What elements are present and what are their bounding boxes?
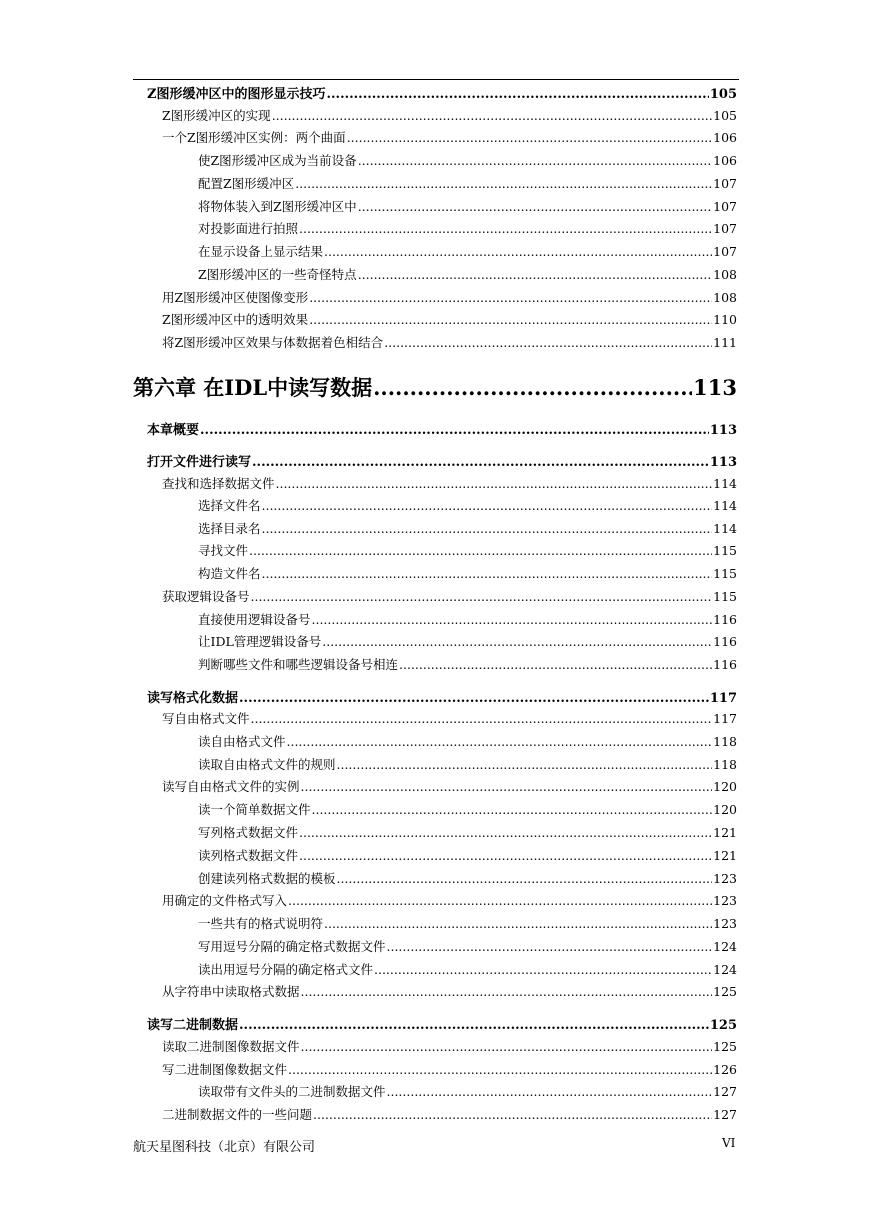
toc-dot-leader (252, 455, 709, 470)
toc-entry-page: 114 (713, 521, 737, 536)
toc-entry[interactable] (198, 655, 737, 673)
toc-entry-title: Z图形缓冲区的一些奇怪特点 (198, 267, 357, 282)
toc-entry[interactable] (198, 219, 737, 237)
toc-entry-title: 选择文件名 (198, 498, 261, 513)
toc-entry-title: 写二进制图像数据文件 (162, 1062, 288, 1077)
toc-entry[interactable] (162, 777, 737, 795)
toc-entry-title: 选择目录名 (198, 521, 261, 536)
toc-entry-title: 读自由格式文件 (198, 734, 286, 749)
toc-entry-page: 127 (713, 1084, 737, 1099)
toc-dot-leader (262, 566, 713, 581)
toc-dot-leader (301, 984, 713, 999)
toc-dot-leader (387, 939, 713, 954)
toc-entry[interactable] (162, 982, 737, 1000)
toc-entry-title: 写用逗号分隔的确定格式数据文件 (198, 939, 386, 954)
toc-entry-page: 114 (713, 476, 737, 491)
toc-entry-title: 打开文件进行读写 (147, 455, 252, 470)
toc-entry-title: 在显示设备上显示结果 (198, 244, 324, 259)
toc-entry-page: 116 (713, 612, 737, 627)
toc-entry[interactable] (198, 869, 737, 887)
toc-dot-leader (322, 634, 712, 649)
toc-entry-page: 115 (713, 589, 737, 604)
toc-dot-leader (301, 779, 713, 794)
toc-dot-leader (239, 691, 709, 706)
toc-entry-page: 107 (713, 176, 737, 191)
toc-entry[interactable] (198, 610, 737, 628)
toc-entry-page: 123 (713, 893, 737, 908)
toc-entry-title: 读出用逗号分隔的确定格式文件 (198, 962, 374, 977)
toc-dot-leader (299, 848, 712, 863)
toc-entry[interactable] (162, 1105, 737, 1123)
toc-entry-title: 写列格式数据文件 (198, 825, 299, 840)
toc-dot-leader (313, 1107, 712, 1122)
toc-entry[interactable] (147, 419, 737, 438)
toc-entry-page: 108 (713, 290, 737, 305)
toc-dot-leader (309, 290, 712, 305)
toc-entry[interactable] (162, 891, 737, 909)
toc-entry[interactable] (162, 709, 737, 727)
toc-entry-title: 使Z图形缓冲区成为当前设备 (198, 153, 357, 168)
toc-entry-title: 二进制数据文件的一些问题 (162, 1107, 313, 1122)
toc-entry-title: 判断哪些文件和哪些逻辑设备号相连 (198, 657, 399, 672)
toc-entry-page: 106 (713, 153, 737, 168)
toc-entry-title: 一些共有的格式说明符 (198, 916, 324, 931)
toc-dot-leader (309, 312, 712, 327)
toc-entry-title: 将物体装入到Z图形缓冲区中 (198, 199, 357, 214)
toc-entry[interactable] (147, 1014, 737, 1033)
toc-entry[interactable] (198, 197, 737, 215)
toc-entry-title: 读列格式数据文件 (198, 848, 299, 863)
toc-entry[interactable] (198, 242, 737, 260)
toc-entry-title: 本章概要 (147, 423, 200, 438)
toc-entry-page: 116 (713, 657, 737, 672)
toc-entry-title: 读写格式化数据 (147, 691, 239, 706)
toc-entry[interactable] (162, 106, 737, 124)
toc-entry-page: 125 (709, 1018, 737, 1033)
toc-entry[interactable] (162, 587, 737, 605)
toc-dot-leader (337, 757, 713, 772)
footer-company: 航天星图科技（北京）有限公司 (133, 1140, 316, 1155)
toc-dot-leader (374, 962, 712, 977)
header-rule (133, 79, 739, 80)
toc-entry[interactable] (198, 937, 737, 955)
toc-entry[interactable] (147, 451, 737, 470)
toc-dot-leader (387, 1084, 713, 1099)
toc-dot-leader (262, 498, 713, 513)
toc-entry[interactable] (198, 174, 737, 192)
toc-entry-title: 创建读列格式数据的模板 (198, 871, 336, 886)
toc-entry-title: 一个Z图形缓冲区实例：两个曲面 (162, 130, 346, 145)
toc-entry-title: 读取带有文件头的二进制数据文件 (198, 1084, 386, 1099)
toc-entry-page: 118 (713, 757, 737, 772)
toc-entry-page: 114 (713, 498, 737, 513)
toc-entry[interactable] (162, 1060, 737, 1078)
toc-dot-leader (373, 375, 692, 400)
toc-entry[interactable] (198, 496, 737, 514)
toc-entry-page: 107 (713, 221, 737, 236)
toc-dot-leader (295, 176, 712, 191)
toc-chapter-entry[interactable] (133, 372, 737, 402)
toc-dot-leader (272, 108, 712, 123)
toc-dot-leader (312, 802, 713, 817)
toc-entry[interactable] (147, 83, 737, 102)
toc-entry-title: 直接使用逻辑设备号 (198, 612, 311, 627)
toc-entry[interactable] (198, 1082, 737, 1100)
toc-entry[interactable] (198, 914, 737, 932)
toc-entry-page: 110 (713, 312, 737, 327)
toc-entry[interactable] (162, 310, 737, 328)
toc-dot-leader (200, 423, 709, 438)
toc-entry-title: 查找和选择数据文件 (162, 476, 275, 491)
toc-entry-page: 113 (693, 375, 737, 400)
toc-dot-leader (399, 657, 712, 672)
toc-entry-page: 113 (709, 455, 737, 470)
toc-entry[interactable] (162, 128, 737, 146)
toc-entry-page: 111 (713, 335, 737, 350)
toc-entry-page: 108 (713, 267, 737, 282)
toc-entry-page: 123 (713, 871, 737, 886)
toc-entry-page: 118 (713, 734, 737, 749)
toc-entry-page: 107 (713, 244, 737, 259)
toc-entry-page: 115 (713, 566, 737, 581)
toc-entry-page: 125 (713, 984, 737, 999)
toc-dot-leader (276, 476, 713, 491)
toc-dot-leader (358, 153, 712, 168)
toc-entry[interactable] (198, 846, 737, 864)
toc-entry-title: Z图形缓冲区的实现 (162, 108, 271, 123)
toc-entry-page: 125 (713, 1039, 737, 1054)
toc-dot-leader (251, 589, 713, 604)
toc-entry-title: Z图形缓冲区中的透明效果 (162, 312, 309, 327)
toc-entry-title: 从字符串中读取格式数据 (162, 984, 300, 999)
toc-entry-page: 115 (713, 543, 737, 558)
toc-dot-leader (347, 130, 712, 145)
toc-entry-page: 121 (713, 848, 737, 863)
toc-entry-title: 读写二进制数据 (147, 1018, 239, 1033)
toc-entry[interactable] (198, 265, 737, 283)
toc-dot-leader (262, 521, 713, 536)
toc-entry-title: 读取二进制图像数据文件 (162, 1039, 300, 1054)
toc-entry-page: 117 (709, 691, 737, 706)
toc-entry[interactable] (198, 960, 737, 978)
toc-entry-page: 105 (713, 108, 737, 123)
toc-entry-page: 123 (713, 916, 737, 931)
toc-entry[interactable] (198, 519, 737, 537)
toc-entry-page: 106 (713, 130, 737, 145)
toc-dot-leader (337, 871, 713, 886)
toc-entry-title: 第六章 在IDL中读写数据 (133, 375, 373, 400)
toc-entry[interactable] (198, 564, 737, 582)
toc-dot-leader (249, 543, 712, 558)
toc-entry-title: 读写自由格式文件的实例 (162, 779, 300, 794)
toc-entry-title: 获取逻辑设备号 (162, 589, 250, 604)
toc-dot-leader (301, 1039, 713, 1054)
toc-entry[interactable] (147, 687, 737, 706)
toc-entry-page: 105 (709, 87, 737, 102)
toc-entry-page: 120 (713, 802, 737, 817)
toc-entry-title: 寻找文件 (198, 543, 249, 558)
toc-entry[interactable] (162, 333, 737, 351)
toc-entry[interactable] (162, 474, 737, 492)
toc-entry[interactable] (198, 541, 737, 559)
toc-entry-page: 121 (713, 825, 737, 840)
toc-entry-title: 用Z图形缓冲区使图像变形 (162, 290, 309, 305)
toc-entry[interactable] (198, 823, 737, 841)
toc-dot-leader (239, 1018, 709, 1033)
toc-entry-page: 117 (713, 711, 737, 726)
toc-entry-title: 读取自由格式文件的规则 (198, 757, 336, 772)
toc-dot-leader (299, 221, 712, 236)
toc-entry-page: 120 (713, 779, 737, 794)
toc-entry-page: 126 (713, 1062, 737, 1077)
toc-entry-page: 116 (713, 634, 737, 649)
toc-entry-page: 124 (713, 939, 737, 954)
toc-dot-leader (251, 711, 713, 726)
toc-entry[interactable] (162, 1037, 737, 1055)
toc-dot-leader (358, 199, 712, 214)
toc-dot-leader (287, 734, 713, 749)
toc-entry-page: 124 (713, 962, 737, 977)
toc-entry-title: 配置Z图形缓冲区 (198, 176, 295, 191)
toc-entry-title: 写自由格式文件 (162, 711, 250, 726)
toc-entry-page: 127 (713, 1107, 737, 1122)
toc-entry-title: 将Z图形缓冲区效果与体数据着色相结合 (162, 335, 384, 350)
toc-entry[interactable] (198, 732, 737, 750)
footer-page-number: VI (722, 1136, 736, 1150)
toc-dot-leader (288, 1062, 712, 1077)
toc-entry[interactable] (198, 632, 737, 650)
toc-entry-page: 107 (713, 199, 737, 214)
toc-entry-title: 读一个简单数据文件 (198, 802, 311, 817)
toc-dot-leader (324, 244, 712, 259)
toc-entry-title: Z图形缓冲区中的图形显示技巧 (147, 87, 326, 102)
toc-entry-title: 构造文件名 (198, 566, 261, 581)
toc-entry[interactable] (198, 755, 737, 773)
toc-entry-title: 对投影面进行拍照 (198, 221, 299, 236)
toc-entry-page: 113 (709, 423, 737, 438)
toc-dot-leader (312, 612, 713, 627)
toc-dot-leader (288, 893, 712, 908)
toc-dot-leader (299, 825, 712, 840)
toc-entry-title: 让IDL管理逻辑设备号 (198, 634, 322, 649)
toc-entry-title: 用确定的文件格式写入 (162, 893, 288, 908)
toc-dot-leader (384, 335, 712, 350)
toc-entry[interactable] (162, 288, 737, 306)
toc-entry[interactable] (198, 151, 737, 169)
toc-dot-leader (324, 916, 712, 931)
toc-dot-leader (358, 267, 712, 282)
toc-dot-leader (327, 87, 709, 102)
toc-entry[interactable] (198, 800, 737, 818)
